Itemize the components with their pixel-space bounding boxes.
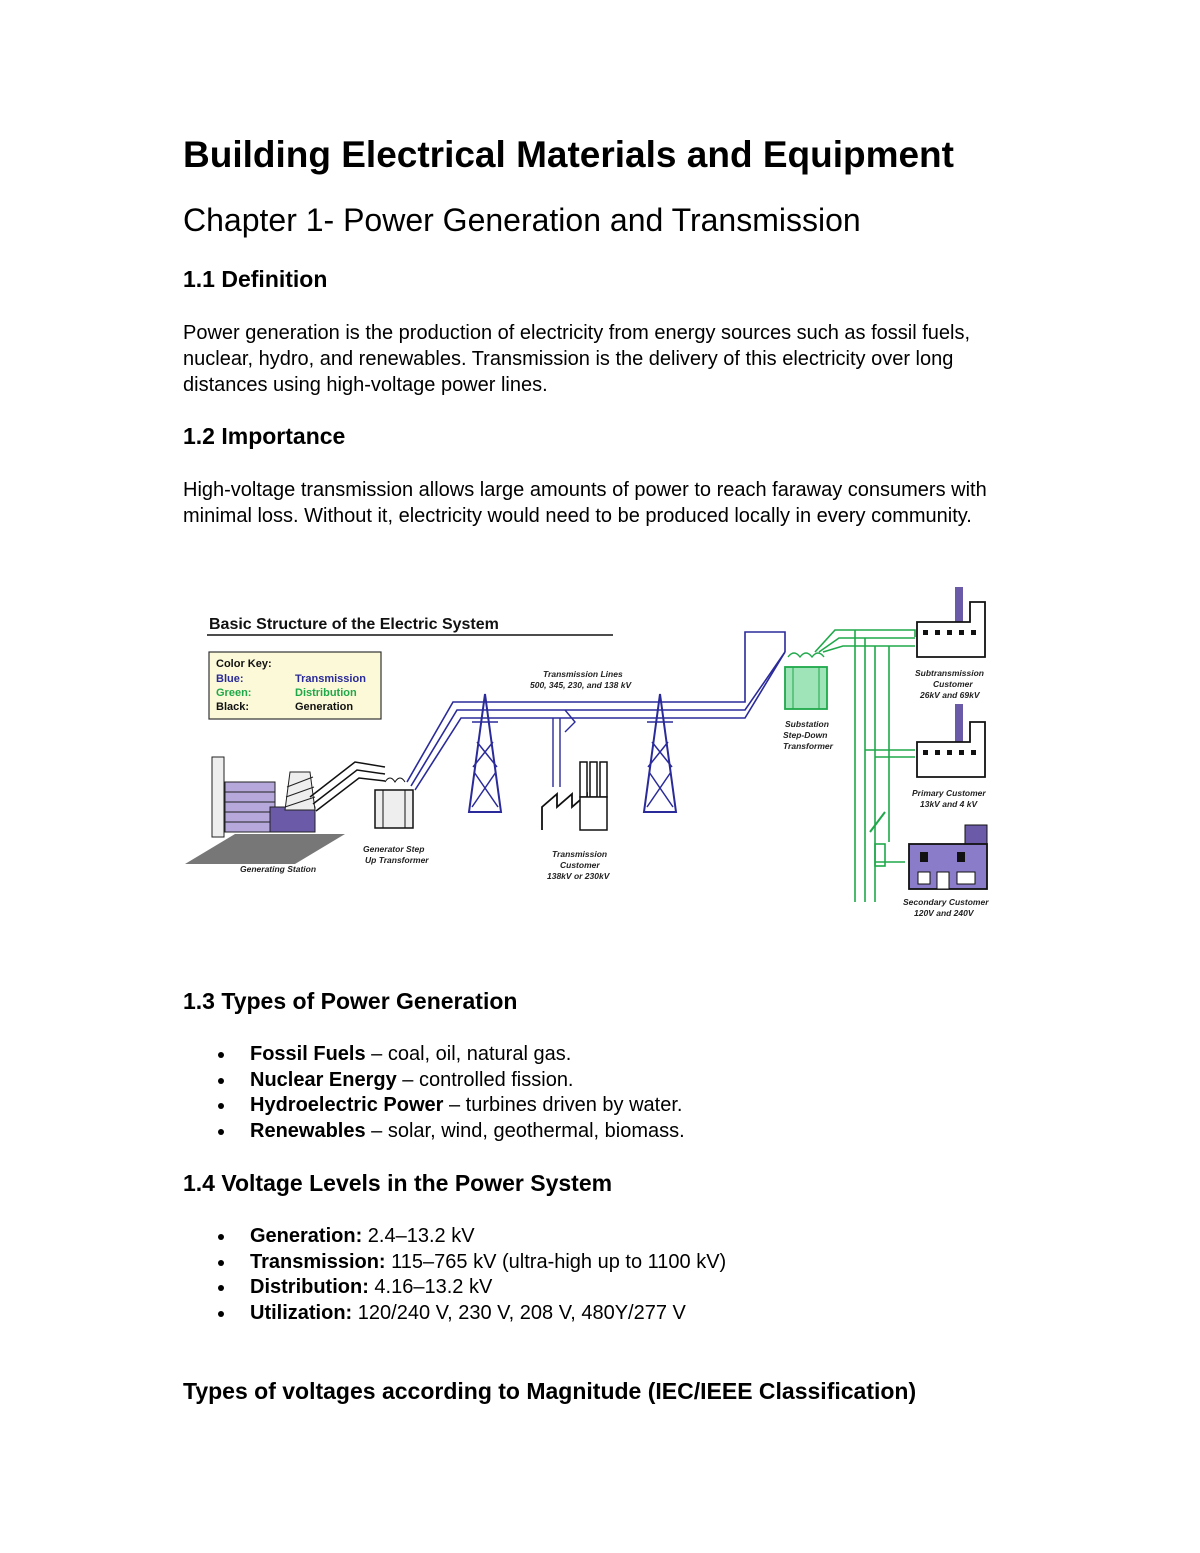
section-heading-importance: 1.2 Importance (183, 423, 346, 449)
section-heading-voltage-levels: 1.4 Voltage Levels in the Power System (183, 1170, 613, 1196)
transmission-tower-2 (644, 694, 676, 812)
label-secondary-1: Secondary Customer (903, 897, 989, 907)
section-heading-types: 1.3 Types of Power Generation (183, 988, 518, 1014)
definition-paragraph: Power generation is the production of electricity from energy sources such as fossil fuels, nuclear, hydro, and renewables. Transmission is the delivery of this electricity over long distances using high-voltage power lines. (183, 322, 971, 396)
color-key-generation: Generation (295, 701, 354, 713)
ground-shadow (185, 834, 345, 864)
label-primary-2: 13kV and 4 kV (920, 799, 978, 809)
secondary-customer-icon (909, 825, 987, 889)
label-subtransmission-3: 26kV and 69kV (920, 690, 980, 700)
list-item: Fossil Fuels – coal, oil, natural gas. (183, 1042, 983, 1068)
label-primary-1: Primary Customer (912, 788, 986, 798)
bullet-icon (218, 1078, 224, 1084)
color-key-heading: Color Key: (216, 658, 272, 670)
section-heading-definition: 1.1 Definition (183, 266, 328, 292)
transmission-tower-1 (469, 694, 501, 812)
diagram-title: Basic Structure of the Electric System (209, 616, 499, 633)
label-trans-customer-3: 138kV or 230kV (547, 871, 610, 881)
importance-paragraph: High-voltage transmission allows large amounts of power to reach faraway consumers with minimal loss. Without it, electricity would need to be produced locally in every community. (183, 479, 987, 527)
label-generating-station: Generating Station (240, 864, 317, 874)
bullet-icon (218, 1129, 224, 1135)
primary-customer-icon (917, 704, 985, 777)
color-key-green: Green: (216, 687, 252, 699)
color-key-blue: Blue: (216, 673, 244, 685)
label-secondary-2: 120V and 240V (914, 908, 974, 918)
label-step-up-1: Generator Step (363, 844, 425, 854)
list-item: Renewables – solar, wind, geothermal, biomass. (183, 1119, 983, 1145)
list-item: Utilization: 120/240 V, 230 V, 208 V, 480Y/277 V (183, 1301, 983, 1327)
label-trans-customer-2: Customer (560, 860, 600, 870)
document-title: Building Electrical Materials and Equipment (183, 134, 954, 175)
bullet-icon (218, 1052, 224, 1058)
label-trans-customer-1: Transmission (552, 849, 608, 859)
distribution-lines (815, 630, 915, 902)
list-item: Transmission: 115–765 kV (ultra-high up to 1100 kV) (183, 1250, 983, 1276)
list-item: Nuclear Energy – controlled fission. (183, 1068, 983, 1094)
color-key-black: Black: (216, 701, 250, 713)
chapter-title: Chapter 1- Power Generation and Transmission (183, 202, 861, 238)
power-generation-list (183, 1042, 983, 1144)
bullet-icon (218, 1260, 224, 1266)
electric-system-diagram (185, 582, 1015, 927)
bullet-icon (218, 1103, 224, 1109)
label-transmission-lines-2: 500, 345, 230, and 138 kV (530, 680, 632, 690)
generating-station-icon (212, 757, 315, 837)
list-item: Distribution: 4.16–13.2 kV (183, 1275, 983, 1301)
list-item: Hydroelectric Power – turbines driven by water. (183, 1093, 983, 1119)
color-key-transmission: Transmission (295, 673, 366, 685)
section-heading-magnitude: Types of voltages according to Magnitude (IEC/IEEE Classification) (183, 1378, 917, 1404)
subtransmission-customer-icon (917, 587, 985, 657)
list-item: Generation: 2.4–13.2 kV (183, 1224, 983, 1250)
color-key-box (209, 652, 381, 719)
label-subtransmission-2: Customer (933, 679, 973, 689)
step-up-transformer-icon (375, 778, 413, 828)
label-transmission-lines-1: Transmission Lines (543, 669, 623, 679)
label-substation-2: Step-Down (783, 730, 828, 740)
bullet-icon (218, 1311, 224, 1317)
transmission-customer-icon (542, 710, 607, 830)
label-step-up-2: Up Transformer (365, 855, 429, 865)
label-subtransmission-1: Subtransmission (915, 668, 984, 678)
step-down-transformer-icon (785, 653, 827, 709)
voltage-levels-list (183, 1224, 983, 1326)
label-substation-1: Substation (785, 719, 829, 729)
color-key-distribution: Distribution (295, 687, 357, 699)
bullet-icon (218, 1285, 224, 1291)
label-substation-3: Transformer (783, 741, 833, 751)
bullet-icon (218, 1234, 224, 1240)
